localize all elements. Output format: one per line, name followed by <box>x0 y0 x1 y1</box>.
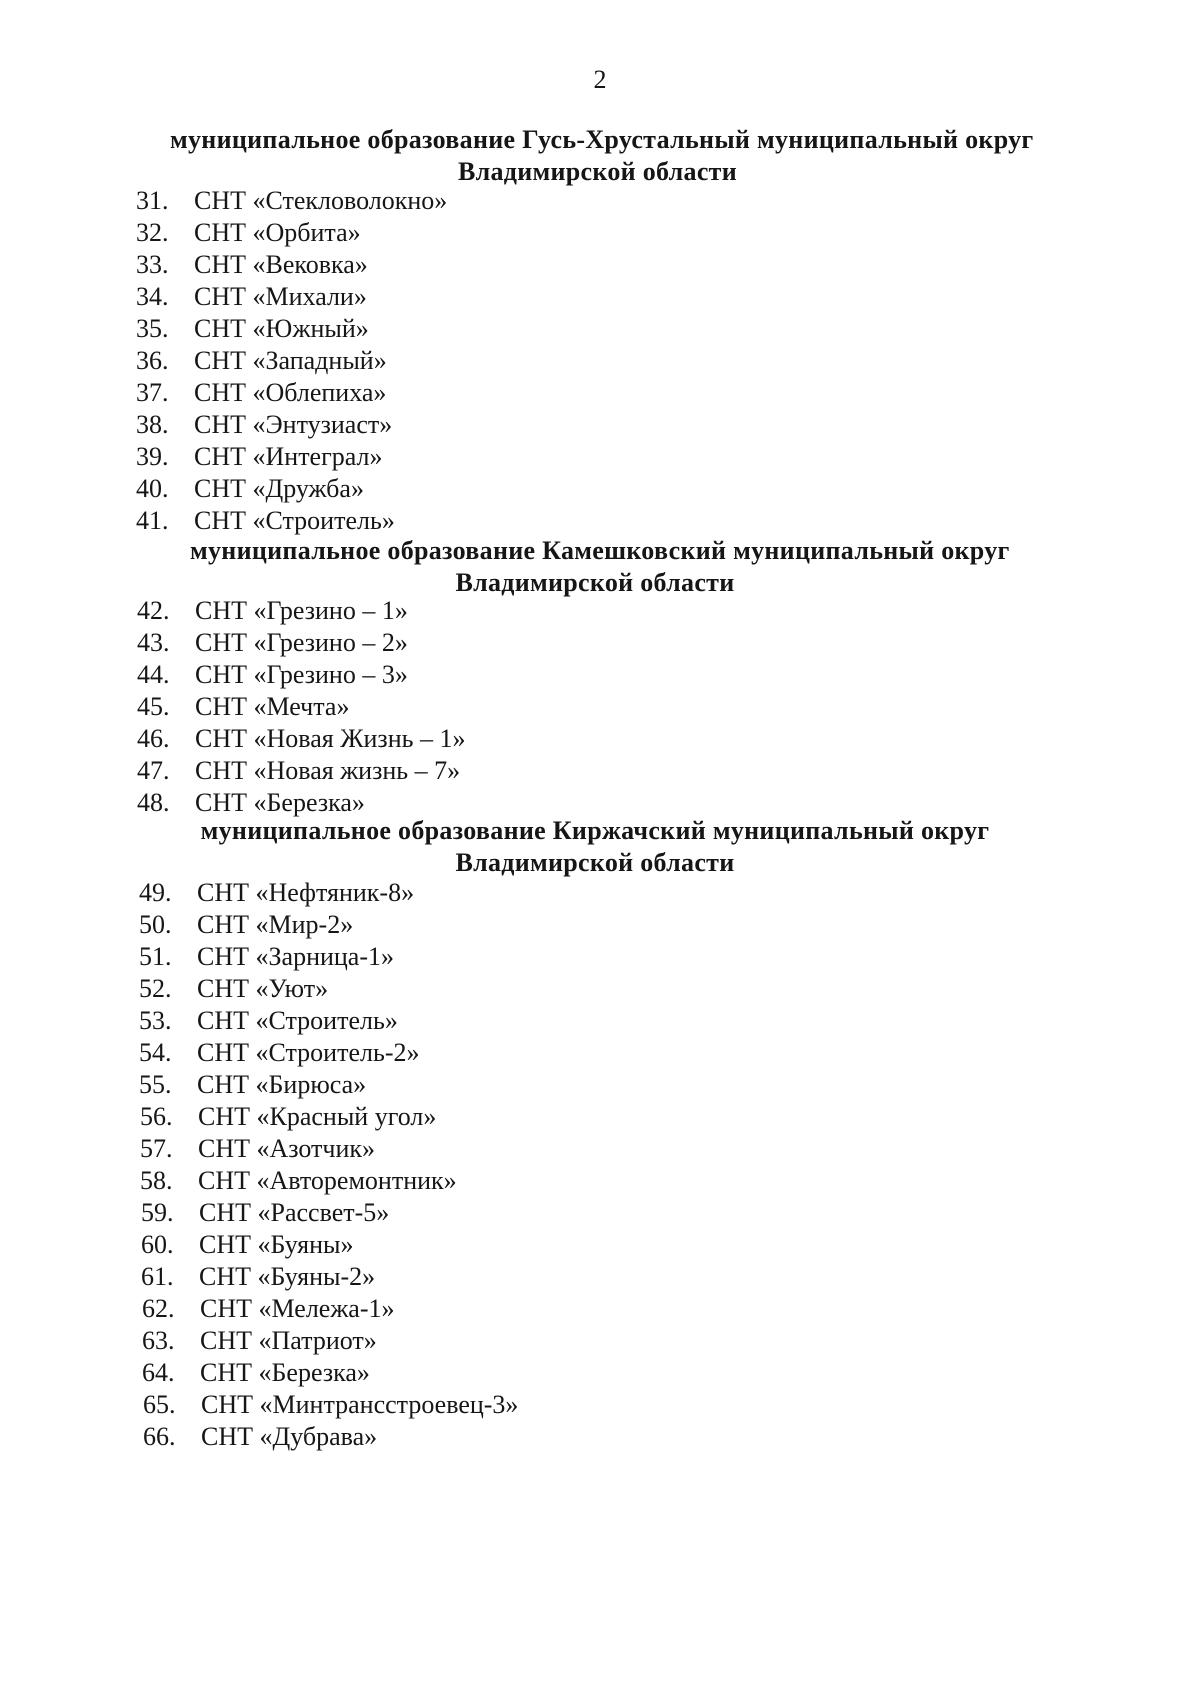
item-number: 38. <box>136 410 169 439</box>
item-name: СНТ «Дружба» <box>194 474 364 503</box>
section-heading-line1: муниципальное образование Гусь-Хрустальный муниципальный округ <box>170 125 1034 154</box>
item-name: СНТ «Дубрава» <box>201 1422 378 1451</box>
item-number: 34. <box>136 282 169 311</box>
section-heading-line2: Владимирской области <box>455 848 735 877</box>
list-item <box>139 941 394 973</box>
item-name: СНТ «Строитель» <box>194 506 395 535</box>
item-name: СНТ «Бирюса» <box>197 1070 367 1099</box>
item-number: 50. <box>139 910 172 939</box>
list-item <box>136 281 367 313</box>
item-name: СНТ «Вековка» <box>194 250 368 279</box>
section-heading-kameshkovsky <box>190 535 1010 599</box>
item-number: 33. <box>136 250 169 279</box>
item-number: 63. <box>142 1326 175 1355</box>
item-number: 40. <box>136 474 169 503</box>
item-number: 32. <box>136 218 169 247</box>
item-number: 62. <box>142 1294 175 1323</box>
list-item <box>137 691 349 723</box>
list-item <box>136 441 383 473</box>
item-number: 44. <box>137 660 170 689</box>
list-item <box>136 249 368 281</box>
item-name: СНТ «Строитель-2» <box>197 1038 420 1067</box>
item-number: 53. <box>139 1006 172 1035</box>
item-number: 48. <box>137 788 170 817</box>
item-name: СНТ «Грезино – 3» <box>195 660 408 689</box>
list-item <box>139 973 328 1005</box>
item-number: 37. <box>136 378 169 407</box>
item-name: СНТ «Новая жизнь – 7» <box>195 756 461 785</box>
list-item <box>140 1165 457 1197</box>
item-name: СНТ «Минтрансстроевец-3» <box>201 1390 519 1419</box>
item-number: 65. <box>143 1390 176 1419</box>
item-name: СНТ «Азотчик» <box>198 1134 376 1163</box>
list-item <box>137 595 408 627</box>
section-heading-line1: муниципальное образование Камешковский муниципальный округ <box>190 536 1010 565</box>
item-name: СНТ «Западный» <box>194 346 387 375</box>
item-number: 54. <box>139 1038 172 1067</box>
item-number: 61. <box>141 1262 174 1291</box>
list-item <box>139 1005 398 1037</box>
item-name: СНТ «Красный угол» <box>198 1102 437 1131</box>
item-number: 59. <box>141 1198 174 1227</box>
list-item <box>136 377 386 409</box>
list-item <box>136 409 392 441</box>
list-item <box>137 659 408 691</box>
list-item <box>136 217 361 249</box>
item-number: 43. <box>137 628 170 657</box>
item-number: 31. <box>136 186 169 215</box>
list-item <box>137 755 460 787</box>
item-name: СНТ «Грезино – 2» <box>195 628 408 657</box>
list-item <box>136 345 387 377</box>
list-item <box>139 1069 366 1101</box>
list-item <box>139 877 414 909</box>
list-item <box>136 505 395 537</box>
item-name: СНТ «Грезино – 1» <box>195 596 408 625</box>
item-name: СНТ «Березка» <box>195 788 365 817</box>
item-number: 49. <box>139 878 172 907</box>
item-number: 46. <box>137 724 170 753</box>
list-item <box>136 473 364 505</box>
item-number: 39. <box>136 442 169 471</box>
item-name: СНТ «Энтузиаст» <box>194 410 393 439</box>
item-number: 51. <box>139 942 172 971</box>
item-name: СНТ «Южный» <box>194 314 369 343</box>
item-number: 64. <box>142 1358 175 1387</box>
item-number: 45. <box>137 692 170 721</box>
list-item <box>142 1357 370 1389</box>
item-name: СНТ «Мир-2» <box>197 910 354 939</box>
list-item <box>143 1389 518 1421</box>
item-name: СНТ «Рассвет-5» <box>199 1198 390 1227</box>
item-name: СНТ «Михали» <box>194 282 367 311</box>
item-name: СНТ «Строитель» <box>197 1006 398 1035</box>
list-item <box>139 1037 420 1069</box>
list-item <box>141 1197 389 1229</box>
item-name: СНТ «Мележа-1» <box>200 1294 395 1323</box>
item-name: СНТ «Патриот» <box>200 1326 377 1355</box>
list-item <box>136 313 369 345</box>
item-number: 47. <box>137 756 170 785</box>
item-number: 36. <box>136 346 169 375</box>
item-number: 52. <box>139 974 172 1003</box>
item-number: 58. <box>140 1166 173 1195</box>
list-item <box>143 1421 377 1453</box>
item-name: СНТ «Новая Жизнь – 1» <box>195 724 466 753</box>
section-heading-line1: муниципальное образование Киржачский муниципальный округ <box>200 816 990 845</box>
item-number: 66. <box>143 1422 176 1451</box>
item-name: СНТ «Буяны-2» <box>199 1262 376 1291</box>
list-item <box>140 1101 436 1133</box>
item-number: 57. <box>140 1134 173 1163</box>
list-item <box>137 627 408 659</box>
item-name: СНТ «Стекловолокно» <box>194 186 448 215</box>
item-number: 35. <box>136 314 169 343</box>
section-heading-gus-khrustalny <box>170 124 1034 188</box>
item-name: СНТ «Зарница-1» <box>197 942 395 971</box>
list-item <box>137 723 465 755</box>
list-item <box>140 1133 375 1165</box>
list-item <box>142 1325 377 1357</box>
item-number: 55. <box>139 1070 172 1099</box>
list-item <box>141 1261 375 1293</box>
list-item <box>141 1229 353 1261</box>
page-number: 2 <box>593 65 607 94</box>
list-item <box>136 185 447 217</box>
item-name: СНТ «Интеграл» <box>194 442 383 471</box>
item-number: 42. <box>137 596 170 625</box>
list-item <box>139 909 353 941</box>
item-name: СНТ «Березка» <box>200 1358 370 1387</box>
item-name: СНТ «Уют» <box>197 974 329 1003</box>
list-item <box>142 1293 395 1325</box>
item-name: СНТ «Буяны» <box>199 1230 354 1259</box>
item-name: СНТ «Мечта» <box>195 692 350 721</box>
item-number: 41. <box>136 506 169 535</box>
item-name: СНТ «Авторемонтник» <box>198 1166 457 1195</box>
section-heading-line2: Владимирской области <box>455 568 735 597</box>
item-name: СНТ «Облепиха» <box>194 378 387 407</box>
item-number: 56. <box>140 1102 173 1131</box>
item-name: СНТ «Орбита» <box>194 218 361 247</box>
section-heading-kirzhachsky <box>200 815 990 879</box>
section-heading-line2: Владимирской области <box>457 157 738 186</box>
item-name: СНТ «Нефтяник-8» <box>197 878 415 907</box>
item-number: 60. <box>141 1230 174 1259</box>
